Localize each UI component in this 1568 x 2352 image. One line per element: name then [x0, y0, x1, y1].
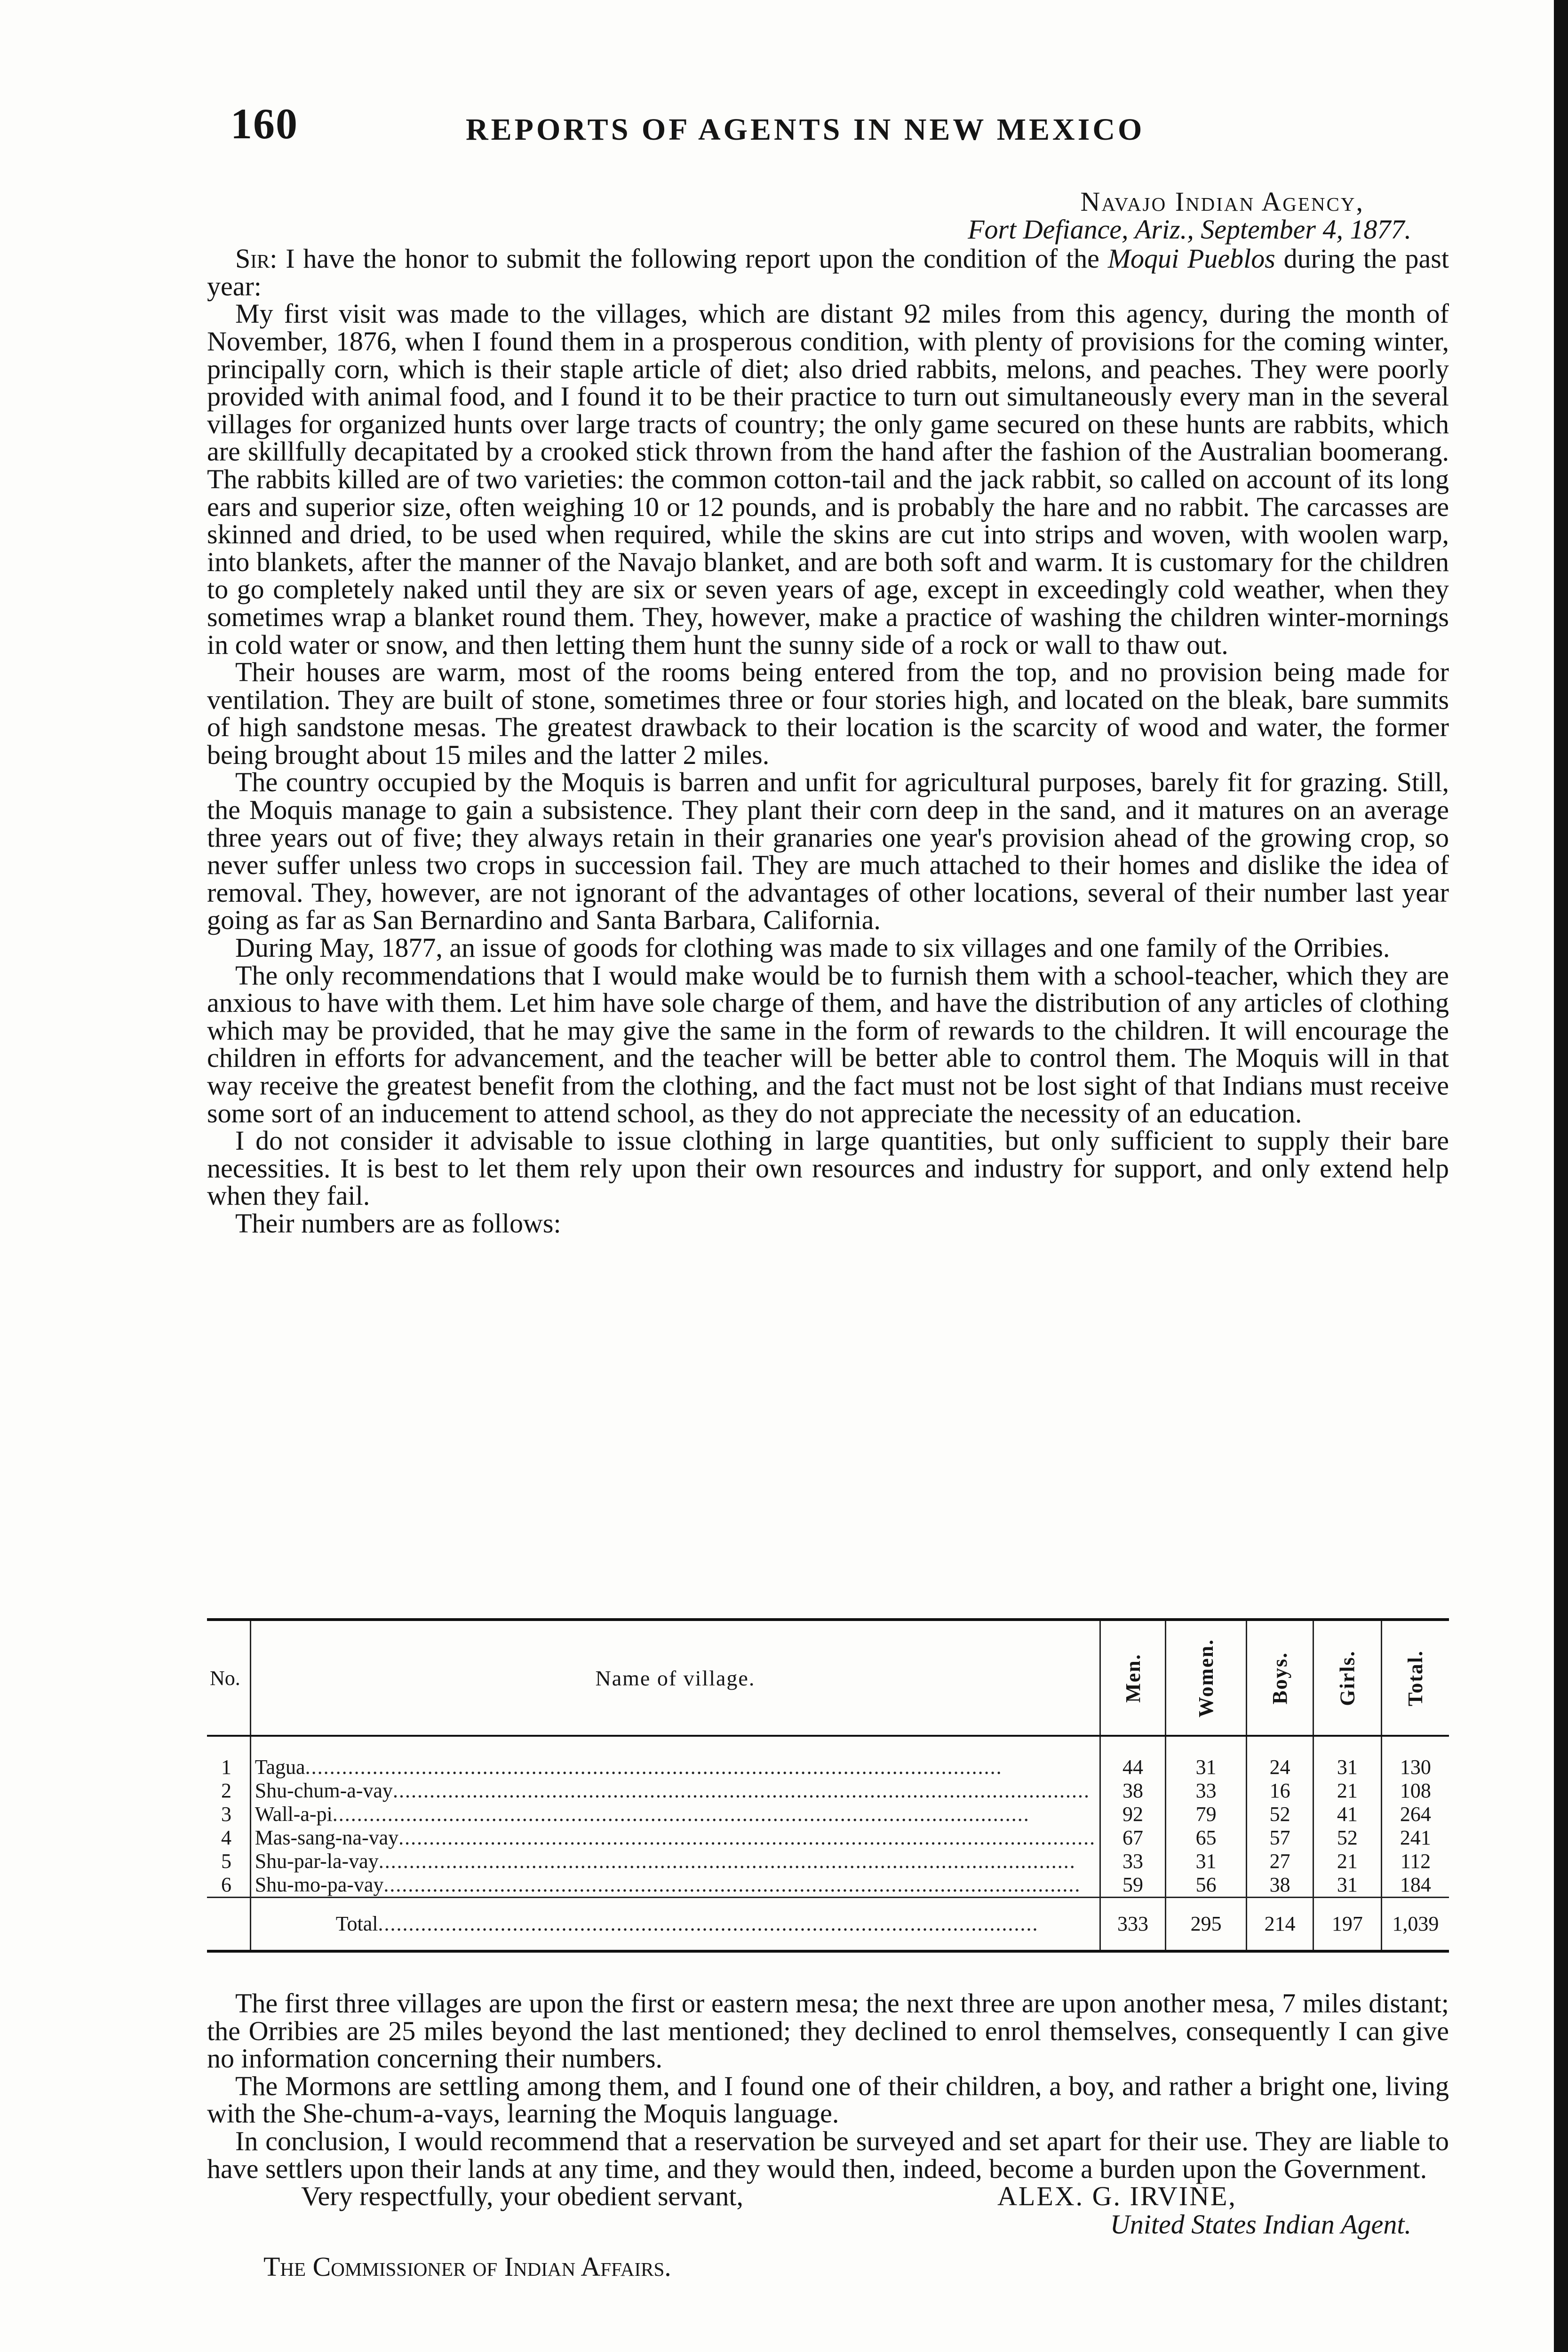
row-women: 56	[1165, 1873, 1246, 1898]
header-men	[1100, 1620, 1166, 1736]
table-total-row	[207, 1898, 1449, 1952]
header-name: Name of village.	[250, 1620, 1100, 1736]
table-row	[207, 1826, 1449, 1850]
running-header	[207, 99, 1449, 151]
row-village	[250, 1873, 1100, 1898]
row-no: 6	[207, 1873, 250, 1898]
header-women-label: Women.	[1194, 1638, 1218, 1717]
row-village	[250, 1756, 1100, 1779]
header-girls	[1313, 1620, 1382, 1736]
row-girls: 21	[1313, 1779, 1382, 1803]
header-boys-label: Boys.	[1268, 1652, 1292, 1704]
paragraph-mesas: The first three villages are upon the first or eastern mesa; the next three are upon another mesa, 7 miles distant; the Orribies are 25 miles beyond the last mentioned; they declined to enrol themselves, consequently I can give no information concerning their numbers.	[207, 1988, 1449, 2074]
row-women: 65	[1165, 1826, 1246, 1850]
row-women: 79	[1165, 1803, 1246, 1826]
row-total: 130	[1400, 1756, 1431, 1779]
scan-edge-right	[1554, 0, 1568, 2352]
row-village	[250, 1850, 1100, 1873]
row-men: 44	[1100, 1756, 1166, 1779]
row-women: 31	[1165, 1850, 1246, 1873]
paragraph-recommendations: The only recommendations that I would make would be to furnish them with a school-teacher, which they are anxious to have with them. Let him have sole charge of them, and have the distribution of any articles of clothing which may be provided, that he may give the same in the form of rewards to the children. It will encourage the children in efforts for advancement, and the teacher will be better able to control them. The Moquis will in that way receive the greatest benefit from the clothing, and the fact must not be lost sight of that Indians must receive some sort of an inducement to attend school, as they do not appreciate the necessity of an education.	[207, 960, 1449, 1128]
row-girls: 52	[1313, 1826, 1382, 1850]
table-row	[207, 1779, 1449, 1803]
village-name: Shu-mo-pa-vay	[255, 1873, 384, 1896]
row-men: 33	[1100, 1850, 1166, 1873]
salutation-italic: Moqui Pueblos	[1107, 243, 1275, 274]
village-name: Mas-sang-na-vay	[255, 1826, 399, 1849]
row-girls: 31	[1313, 1873, 1382, 1898]
header-women	[1165, 1620, 1246, 1736]
table-row	[207, 1850, 1449, 1873]
dateline-place	[207, 216, 1449, 244]
total-men: 333	[1100, 1898, 1166, 1952]
row-men: 38	[1100, 1779, 1166, 1803]
paragraph-conclusion: In conclusion, I would recommend that a reservation be surveyed and set apart for their use. They are liable to have settlers upon their lands at any time, and they would then, indeed, become a burden upon the Government.	[207, 2125, 1449, 2184]
salutation-text-2: during the past year:	[207, 243, 1449, 302]
header-total	[1381, 1620, 1449, 1736]
row-village	[250, 1803, 1100, 1826]
valediction: Very respectfully, your obedient servant,	[301, 2181, 744, 2212]
row-total: 184	[1400, 1873, 1431, 1896]
row-boys: 27	[1247, 1850, 1313, 1873]
leader-dots: ............................................................................................................	[378, 1912, 1039, 1935]
row-women: 31	[1165, 1756, 1246, 1779]
total-label: Total	[335, 1912, 378, 1935]
row-no: 1	[207, 1756, 250, 1779]
table-header-row	[207, 1620, 1449, 1736]
agent-title: United States Indian Agent.	[1110, 2209, 1411, 2240]
village-name: Wall-a-pi	[255, 1803, 333, 1826]
total-label-cell	[250, 1898, 1100, 1952]
header-total-label: Total.	[1404, 1650, 1427, 1706]
row-no: 4	[207, 1826, 250, 1850]
row-women: 33	[1165, 1779, 1246, 1803]
row-total: 112	[1400, 1850, 1431, 1873]
row-boys: 52	[1247, 1803, 1313, 1826]
total-women: 295	[1165, 1898, 1246, 1952]
table-intro: Their numbers are as follows:	[235, 1208, 561, 1239]
row-men: 59	[1100, 1873, 1166, 1898]
row-men: 67	[1100, 1826, 1166, 1850]
row-boys: 16	[1247, 1779, 1313, 1803]
running-title: REPORTS OF AGENTS IN NEW MEXICO	[466, 112, 1145, 147]
salutation	[207, 245, 1449, 300]
agent-line	[207, 2211, 1449, 2239]
table-row	[207, 1873, 1449, 1898]
addressee-line	[207, 2239, 1449, 2281]
row-girls: 21	[1313, 1850, 1382, 1873]
village-name: Shu-par-la-vay	[255, 1850, 379, 1873]
header-boys	[1247, 1620, 1313, 1736]
row-boys: 24	[1247, 1756, 1313, 1779]
row-girls: 41	[1313, 1803, 1382, 1826]
paragraph-mormons: The Mormons are settling among them, and I found one of their children, a boy, and rather a bright one, living with the She-chum-a-vays, learning the Moquis language.	[207, 2070, 1449, 2129]
place-date: Fort Defiance, Ariz., September 4, 1877.	[968, 214, 1411, 245]
row-no: 3	[207, 1803, 250, 1826]
paragraph-first-visit: My first visit was made to the villages, which are distant 92 miles from this agency, during the month of November, 1876, when I found them in a prosperous condition, with plenty of provisions for the coming winter, principally corn, which is their staple article of diet; also dried rabbits, melons, and peaches. They were poorly provided with animal food, and I found it to be their practice to turn out simultaneously every man in the several villages for organized hunts over large tracts of country; the only game secured on these hunts are rabbits, which are skillfully decapitated by a crooked stick thrown from the hand after the fashion of the Australian boomerang. The rabbits killed are of two varieties: the common cotton-tail and the jack rabbit, so called on account of its long ears and superior size, often weighing 10 or 12 pounds, and is probably the hare and no rabbit. The carcasses are skinned and dried, to be used when required, while the skins are cut into strips and woven, with woolen warp, into blankets, after the manner of the Navajo blanket, and are both soft and warm. It is customary for the children to go completely naked until they are six or seven years of age, except in exceedingly cold weather, when they sometimes wrap a blanket round them. They, however, make a practice of washing the children winter-mornings in cold water or snow, and then letting them hunt the sunny side of a rock or wall to thaw out.	[207, 298, 1449, 660]
leader-dots: ..................................................................................................................	[305, 1756, 1003, 1779]
village-name: Tagua	[255, 1756, 305, 1779]
leader-dots: ..................................................................................................................	[332, 1803, 1030, 1826]
village-name: Shu-chum-a-vay	[255, 1779, 393, 1802]
total-total: 1,039	[1381, 1898, 1449, 1952]
salutation-text-1: I have the honor to submit the following report upon the condition of the	[277, 243, 1108, 274]
census-table-wrap	[207, 1618, 1449, 1953]
paragraph-country: The country occupied by the Moquis is barren and unfit for agricultural purposes, barely fit for grazing. Still, the Moquis manage to gain a subsistence. They plant their corn deep in the sand, and it matures on an average three years out of five; they always retain in their granaries one year's provision ahead of the growing crop, so never suffer unless two crops in succession fail. They are much attached to their homes and dislike the idea of removal. They, however, are not ignorant of the advantages of other locations, several of their number last year going as far as San Bernardino and Santa Barbara, California.	[207, 767, 1449, 936]
paragraph-clothing: I do not consider it advisable to issue clothing in large quantities, but only sufficient to supply their bare necessities. It is best to let them rely upon their own resources and industry for support, and only extend help when they fail.	[207, 1125, 1449, 1211]
header-no: No.	[207, 1620, 250, 1736]
row-men: 92	[1100, 1803, 1166, 1826]
agency-name: Navajo Indian Agency,	[1080, 186, 1364, 217]
leader-dots: ..................................................................................................................	[398, 1826, 1096, 1849]
row-no: 5	[207, 1850, 250, 1873]
row-girls: 31	[1313, 1756, 1382, 1779]
signature-line	[207, 2183, 1449, 2211]
census-table	[207, 1618, 1449, 1953]
row-total: 108	[1400, 1779, 1431, 1802]
row-no: 2	[207, 1779, 250, 1803]
row-village	[250, 1779, 1100, 1803]
total-boys: 214	[1247, 1898, 1313, 1952]
total-girls: 197	[1313, 1898, 1382, 1952]
leader-dots: ..................................................................................................................	[392, 1779, 1090, 1802]
table-row	[207, 1803, 1449, 1826]
row-village	[250, 1826, 1100, 1850]
row-total: 264	[1400, 1803, 1431, 1826]
row-boys: 38	[1247, 1873, 1313, 1898]
table-gap-row	[207, 1736, 1449, 1756]
paragraph-houses: Their houses are warm, most of the rooms being entered from the top, and no provision being made for ventilation. They are built of stone, sometimes three or four stories high, and located on the bleak, bare summits of high sandstone mesas. The greatest drawback to their location is the scarcity of wood and water, the former being brought about 15 miles and the latter 2 miles.	[207, 657, 1449, 770]
report-body	[207, 188, 1449, 1238]
leader-dots: ..................................................................................................................	[378, 1850, 1076, 1873]
table-row	[207, 1756, 1449, 1779]
addressee: The Commissioner of Indian Affairs.	[263, 2251, 671, 2282]
row-total: 241	[1400, 1826, 1431, 1849]
page-number: 160	[231, 100, 298, 148]
header-girls-label: Girls.	[1336, 1650, 1359, 1706]
salutation-sir: Sir:	[235, 243, 278, 274]
signature-name: ALEX. G. IRVINE,	[997, 2181, 1237, 2212]
report-closing	[207, 1990, 1449, 2281]
row-boys: 57	[1247, 1826, 1313, 1850]
header-men-label: Men.	[1121, 1653, 1145, 1703]
leader-dots: ..................................................................................................................	[383, 1873, 1081, 1896]
dateline-agency	[207, 188, 1449, 216]
paragraph-issue-of-goods: During May, 1877, an issue of goods for clothing was made to six villages and one family of the Orribies.	[235, 932, 1390, 963]
